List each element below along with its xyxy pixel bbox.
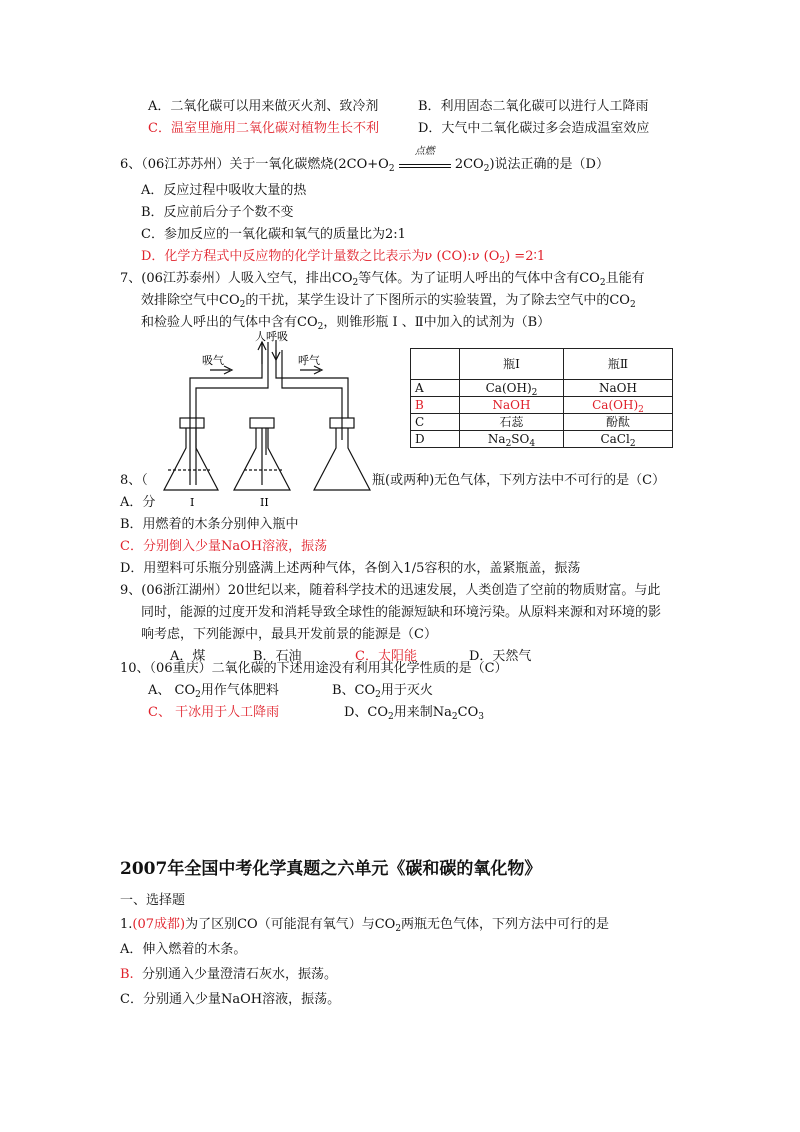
q10-stem: 10、（06重庆）二氧化碳的下述用途没有利用其化学性质的是（C） [120, 661, 508, 676]
q9-option-d: D．天然气 [469, 649, 532, 664]
q2007-1-option-a: A．伸入燃着的木条。 [120, 942, 247, 957]
q7-stem-line1: 7、(06江苏泰州）人吸入空气，排出$CO_2$等气体。为了证明人呼出的气体中含有$CO_2$且能有 [120, 271, 645, 288]
q5-option-a: A．二氧化碳可以用来做灭火剂、致冷剂 [148, 99, 379, 114]
q8-option-b: B．用燃着的木条分别伸入瓶中 [120, 517, 299, 532]
q8-option-a: A．分 [120, 495, 156, 510]
q10-option-c: C、 干冰用于人工降雨 [148, 705, 280, 720]
q10-option-a: A、 $CO_2$用作气体肥料 [148, 683, 279, 700]
label-breath: 人呼吸 [255, 330, 288, 343]
label-flask-1: I [190, 496, 195, 509]
label-inhale: 吸气 [202, 354, 224, 367]
table-row: C 石蕊 酚酞 [411, 414, 673, 431]
q6-option-a: A．反应过程中吸收大量的热 [141, 183, 307, 198]
q8-stem-right: 瓶(或两种)无色气体，下列方法中不可行的是（C） [372, 473, 666, 488]
q6-option-b: B．反应前后分子个数不变 [141, 205, 294, 220]
apparatus-figure [150, 330, 390, 520]
q7-stem-line2: 效排除空气中$CO_2$的干扰，某学生设计了下图所示的实验装置，为了除去空气中的$CO_2$ [141, 293, 636, 310]
q9-option-b: B．石油 [253, 649, 302, 664]
table-header: 瓶Ⅰ 瓶Ⅱ [411, 349, 673, 380]
q9-option-c: C．太阳能 [355, 649, 417, 664]
q6-option-c: C．参加反应的一氧化碳和氧气的质量比为2:1 [141, 227, 406, 242]
reagent-table [410, 348, 673, 448]
label-flask-2: II [260, 496, 269, 509]
table-row: A $Ca(OH)_2$ NaOH [411, 380, 673, 397]
q10-option-b: B、$CO_2$用于灭火 [332, 683, 433, 700]
reaction-condition: 点燃 [399, 156, 451, 168]
q9-option-a: A．煤 [170, 649, 206, 664]
q5-option-b: B．利用固态二氧化碳可以进行人工降雨 [418, 99, 649, 114]
q7-stem-line3: 和检验人呼出的气体中含有$CO_2$，则锥形瓶 Ⅰ 、Ⅱ中加入的试剂为（B） [141, 315, 551, 332]
q9-stem-line2: 同时，能源的过度开发和消耗导致全球性的能源短缺和环境污染。从原料来源和对环境的影 [141, 605, 662, 620]
q8-stem-left: 8、（ [120, 473, 148, 488]
table-row: B NaOH $Ca(OH)_2$ [411, 397, 673, 414]
q9-stem-line3: 响考虑，下列能源中，最具开发前景的能源是（C） [141, 627, 437, 642]
q5-option-c: C．温室里施用二氧化碳对植物生长不利 [148, 121, 379, 136]
q2007-1-option-b: B. 分别通入少量澄清石灰水，振荡。 [120, 967, 337, 982]
q6-option-d: D．化学方程式中反应物的化学计量数之比表示为ν (CO):ν $(O_2)$ =2∶1 [141, 249, 546, 266]
section-title: 2007年全国中考化学真题之六单元《碳和碳的氧化物》 [120, 859, 542, 879]
q6-stem: 6、（06江苏苏州）关于一氧化碳燃烧($2CO+O_2$ 点燃 $2CO_2$)说法正确的是（D） [120, 146, 609, 174]
section-subtitle: 一、选择题 [120, 893, 186, 908]
q8-option-d: D．用塑料可乐瓶分别盛满上述两种气体，各倒入1/5容积的水，盖紧瓶盖，振荡 [120, 561, 581, 576]
q5-option-d: D．大气中二氧化碳过多会造成温室效应 [418, 121, 650, 136]
q10-option-d: D、$CO_2$用来制$Na_2CO_3$ [344, 705, 484, 722]
q2007-1-stem: 1.(07成都)为了区别CO（可能混有氧气）与$CO_2$两瓶无色气体，下列方法中可行的是 [120, 917, 610, 934]
q8-option-c: C．分别倒入少量NaOH溶液，振荡 [120, 539, 328, 554]
table-row: D $Na_2SO_4$ CaCl$_2$ [411, 431, 673, 448]
q9-stem-line1: 9、(06浙江湖州）20世纪以来，随着科学技术的迅速发展，人类创造了空前的物质财富。与此 [120, 583, 661, 598]
q2007-1-option-c: C．分别通入少量NaOH溶液，振荡。 [120, 992, 341, 1007]
label-exhale: 呼气 [298, 354, 320, 367]
